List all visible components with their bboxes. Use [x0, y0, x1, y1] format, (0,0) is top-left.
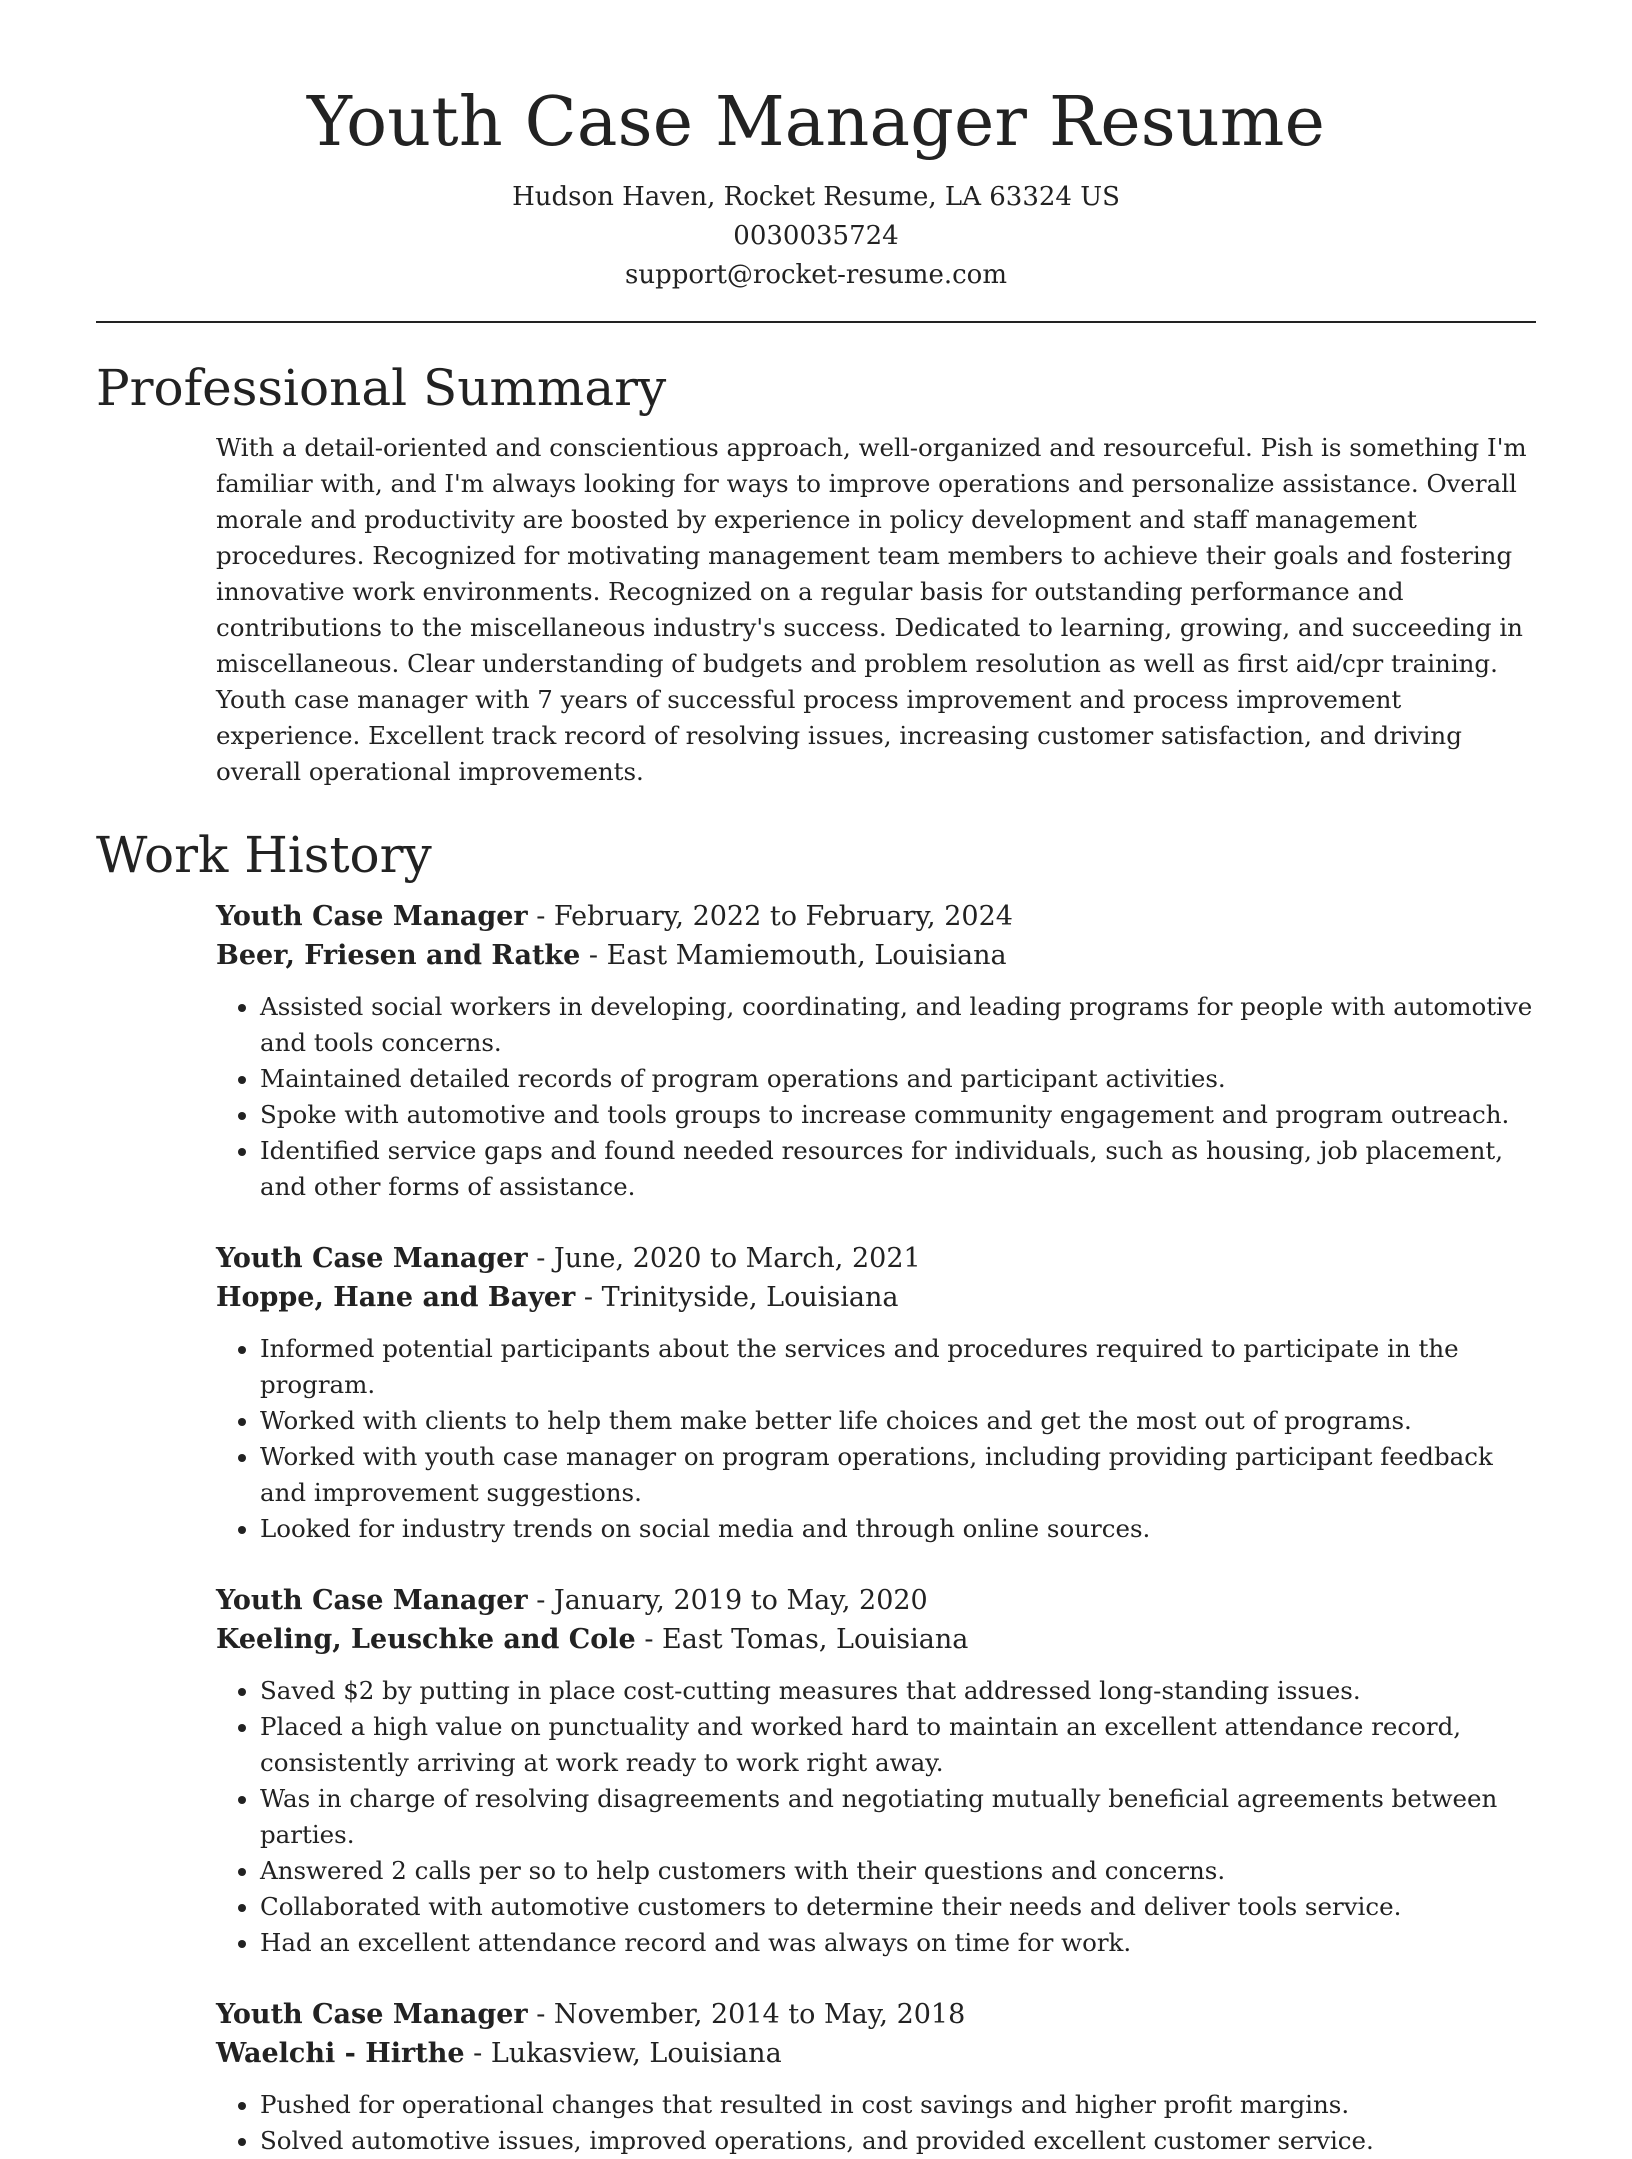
separator: - [527, 1242, 554, 1274]
job-bullet: • Was in charge of resolving disagreements and negotiating mutually beneficial agreements between parties. [260, 1781, 1536, 1853]
job-location: Trinityside, Louisiana [601, 1281, 899, 1313]
job-company: Hoppe, Hane and Bayer [216, 1281, 576, 1313]
separator: - [527, 1998, 554, 2030]
job-bullet: • Answered 2 calls per so to help customers with their questions and concerns. [260, 1853, 1536, 1889]
email-text: support@rocket-resume.com [624, 259, 1007, 290]
job-title-line [216, 1239, 1536, 1278]
job-bullet: • Identified service gaps and found needed resources for individuals, such as housing, job placement, and other forms of assistance. [260, 1133, 1536, 1205]
contact-block [96, 178, 1536, 295]
job-bullets [216, 2087, 1536, 2159]
separator: - [527, 900, 554, 932]
job-bullet: • Informed potential participants about the services and procedures required to participate in the program. [260, 1331, 1536, 1403]
job-bullet: • Solved automotive issues, improved operations, and provided excellent customer service. [260, 2123, 1536, 2159]
job-dates: November, 2014 to May, 2018 [553, 1998, 966, 2030]
separator: - [635, 1623, 663, 1655]
header-divider [96, 321, 1536, 323]
job-bullet: • Maintained detailed records of program operations and participant activities. [260, 1061, 1536, 1097]
job-title-line [216, 1581, 1536, 1620]
job-bullet: • Worked with clients to help them make better life choices and get the most out of programs. [260, 1403, 1536, 1439]
resume-title: Youth Case Manager Resume [306, 83, 1326, 162]
job-bullets [216, 1331, 1536, 1547]
job-entry [216, 897, 1536, 1205]
address-text: Hudson Haven, Rocket Resume, LA 63324 US [512, 181, 1120, 212]
job-bullets [216, 1673, 1536, 1961]
job-company-line [216, 1278, 1536, 1317]
job-bullet: • Placed a high value on punctuality and worked hard to maintain an excellent attendance record, consistently arriving at work ready to work right away. [260, 1709, 1536, 1781]
job-location: East Tomas, Louisiana [662, 1623, 969, 1655]
summary-section [216, 430, 1536, 790]
job-bullet: • Spoke with automotive and tools groups to increase community engagement and program outreach. [260, 1097, 1536, 1133]
work-history-section [216, 897, 1536, 2159]
job-bullet: • Looked for industry trends on social media and through online sources. [260, 1511, 1536, 1547]
job-company: Keeling, Leuschke and Cole [216, 1623, 636, 1655]
separator: - [527, 1584, 554, 1616]
summary-heading: Professional Summary [96, 358, 667, 417]
job-title-line [216, 897, 1536, 936]
separator: - [580, 939, 607, 971]
job-role: Youth Case Manager [216, 1584, 528, 1616]
job-company-line [216, 936, 1536, 975]
job-location: Lukasview, Louisiana [490, 2037, 782, 2069]
job-role: Youth Case Manager [216, 1242, 528, 1274]
job-dates: February, 2022 to February, 2024 [553, 900, 1013, 932]
job-dates: January, 2019 to May, 2020 [553, 1584, 928, 1616]
resume-header [96, 82, 1536, 295]
job-entry [216, 1581, 1536, 1961]
job-company: Waelchi - Hirthe [216, 2037, 465, 2069]
job-bullets [216, 989, 1536, 1205]
job-title-line [216, 1995, 1536, 2034]
summary-text: With a detail-oriented and conscientious approach, well-organized and resourceful. Pish is something I'm familiar with, and I'm always looking for ways to improve operations and personalize assistance. Overall morale and productivity are boosted by experience in policy development and staff management procedures. Recognized for motivating management team members to achieve their goals and fostering innovative work environments. Recognized on a regular basis for outstanding performance and contributions to the miscellaneous industry's success. Dedicated to learning, growing, and succeeding in miscellaneous. Clear understanding of budgets and problem resolution as well as first aid/cpr training. Youth case manager with 7 years of successful process improvement and process improvement experience. Excellent track record of resolving issues, increasing customer satisfaction, and driving overall operational improvements. [216, 432, 1527, 786]
job-bullet: • Had an excellent attendance record and was always on time for work. [260, 1925, 1536, 1961]
work-history-heading: Work History [96, 825, 432, 884]
job-bullet: • Collaborated with automotive customers to determine their needs and deliver tools service. [260, 1889, 1536, 1925]
job-company: Beer, Friesen and Ratke [216, 939, 581, 971]
job-bullet: • Saved $2 by putting in place cost-cutting measures that addressed long-standing issues. [260, 1673, 1536, 1709]
job-bullet: • Assisted social workers in developing, coordinating, and leading programs for people with automotive and tools concerns. [260, 989, 1536, 1061]
job-entry [216, 1239, 1536, 1547]
job-company-line [216, 2034, 1536, 2073]
job-entry [216, 1995, 1536, 2159]
job-bullet: • Pushed for operational changes that resulted in cost savings and higher profit margins. [260, 2087, 1536, 2123]
job-role: Youth Case Manager [216, 900, 528, 932]
separator: - [464, 2037, 491, 2069]
job-role: Youth Case Manager [216, 1998, 528, 2030]
job-location: East Mamiemouth, Louisiana [606, 939, 1007, 971]
phone-text: 0030035724 [733, 220, 899, 251]
separator: - [575, 1281, 602, 1313]
job-company-line [216, 1620, 1536, 1659]
job-dates: June, 2020 to March, 2021 [553, 1242, 921, 1274]
job-bullet: • Worked with youth case manager on program operations, including providing participant feedback and improvement suggestions. [260, 1439, 1536, 1511]
